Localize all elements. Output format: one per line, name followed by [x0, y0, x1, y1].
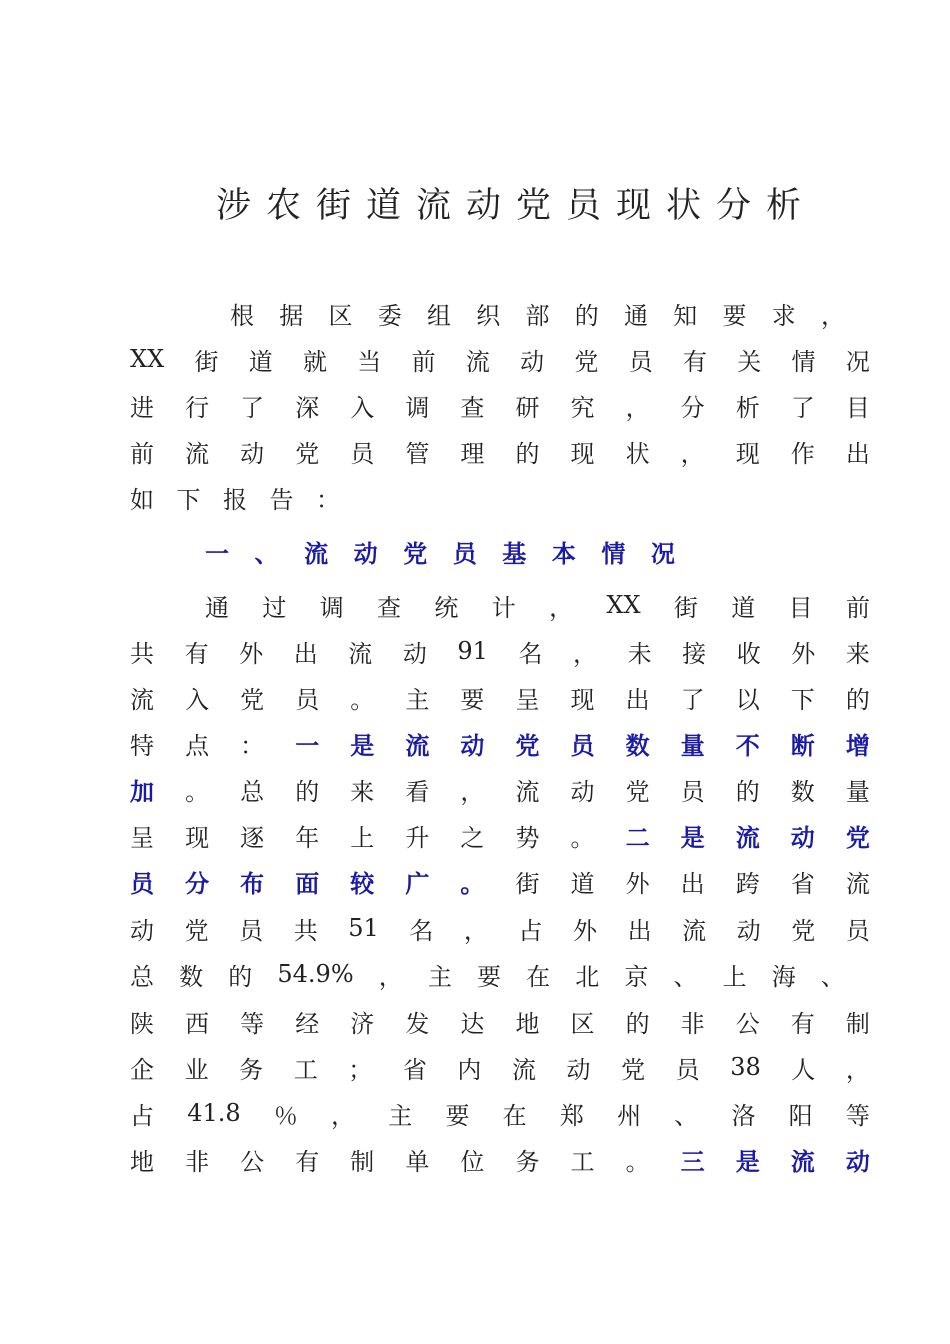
- text-char: 出: [845, 439, 870, 468]
- text-char: 要: [445, 1101, 470, 1130]
- text-char: 现: [735, 439, 760, 468]
- text-char: 名: [518, 639, 543, 668]
- text-char: 郑: [559, 1101, 584, 1130]
- text-char: 。: [625, 1147, 650, 1176]
- text-char: 外: [625, 869, 650, 898]
- text-line: [130, 812, 870, 858]
- text-char: 理: [460, 439, 485, 468]
- text-char: 作: [790, 439, 815, 468]
- text-char: 增: [845, 730, 870, 760]
- text-char: 当: [357, 347, 382, 376]
- text-char: 如: [130, 485, 154, 514]
- text-char: ：: [316, 485, 340, 514]
- text-char: 发: [405, 1009, 430, 1038]
- text-char: 一: [205, 538, 229, 568]
- text-char: 等: [845, 1101, 870, 1130]
- text-line: [130, 858, 870, 904]
- text-char: 经: [295, 1009, 320, 1038]
- text-char: 员: [295, 685, 320, 714]
- text-char: 报: [223, 485, 247, 514]
- text-char: 看: [405, 777, 430, 806]
- text-char: 党: [621, 1055, 646, 1084]
- text-char: 知: [673, 301, 698, 330]
- text-char: 、: [820, 962, 845, 991]
- text-char: 党: [791, 916, 816, 945]
- text-char: 非: [680, 1009, 705, 1038]
- text-char: 基: [502, 538, 527, 568]
- text-char: 收: [736, 639, 761, 668]
- text-char: 流: [465, 347, 490, 376]
- text-char: 业: [184, 1055, 209, 1084]
- text-char: 出: [627, 916, 652, 945]
- text-char: 计: [491, 593, 516, 622]
- text-char: 西: [185, 1009, 210, 1038]
- text-char: 据: [279, 301, 304, 330]
- text-char: 党: [515, 730, 540, 760]
- text-char: ，: [549, 593, 574, 622]
- text-char: 员: [350, 439, 375, 468]
- text-char: 数: [179, 962, 204, 991]
- text-char: 制: [350, 1147, 375, 1176]
- text-char: XX: [130, 345, 165, 373]
- text-char: 求: [771, 301, 796, 330]
- text-char: 流: [735, 822, 760, 852]
- text-char: 是: [350, 730, 375, 760]
- text-char: 38: [730, 1053, 761, 1081]
- text-char: 工: [293, 1055, 318, 1084]
- text-char: 的: [625, 1009, 650, 1038]
- text-char: 北: [575, 962, 600, 991]
- text-char: 情: [791, 347, 816, 376]
- text-char: 济: [350, 1009, 375, 1038]
- text-char: 党: [295, 439, 320, 468]
- text-char: 共: [293, 916, 318, 945]
- text-char: 工: [570, 1147, 595, 1176]
- text-char: 有: [184, 639, 209, 668]
- text-char: 务: [239, 1055, 264, 1084]
- text-char: ，: [625, 393, 650, 422]
- text-char: 洛: [731, 1101, 756, 1130]
- text-char: 了: [680, 685, 705, 714]
- text-char: 动: [736, 916, 761, 945]
- text-char: 党: [845, 822, 870, 852]
- text-char: 区: [328, 301, 353, 330]
- text-char: 地: [515, 1009, 540, 1038]
- text-char: 目: [845, 393, 870, 422]
- text-char: 街: [194, 347, 219, 376]
- text-line: [205, 528, 675, 574]
- text-char: 未: [627, 639, 652, 668]
- text-char: ，: [463, 916, 488, 945]
- document-title: 涉农街道流动党员现状分析: [216, 186, 817, 226]
- text-char: 主: [427, 962, 452, 991]
- text-char: 上: [722, 962, 747, 991]
- text-char: 是: [680, 822, 705, 852]
- text-char: 织: [476, 301, 501, 330]
- text-char: 析: [735, 393, 760, 422]
- text-char: 断: [790, 730, 815, 760]
- text-char: 呈: [515, 685, 540, 714]
- text-line: [130, 382, 870, 428]
- text-char: 动: [566, 1055, 591, 1084]
- text-char: 有: [295, 1147, 320, 1176]
- text-char: 较: [350, 868, 375, 898]
- text-char: 流: [511, 1055, 536, 1084]
- text-char: 、: [674, 1101, 699, 1130]
- text-char: 跨: [735, 869, 760, 898]
- text-char: 入: [350, 393, 375, 422]
- text-char: 党: [625, 777, 650, 806]
- text-char: 流: [682, 916, 707, 945]
- text-char: 人: [791, 1055, 816, 1084]
- text-char: 员: [130, 868, 154, 898]
- text-char: 党: [403, 538, 428, 568]
- text-char: 。: [350, 685, 375, 714]
- text-char: 量: [680, 730, 705, 760]
- text-char: 州: [617, 1101, 642, 1130]
- text-char: 上: [350, 823, 375, 852]
- text-char: 等: [240, 1009, 265, 1038]
- text-char: 现: [570, 685, 595, 714]
- text-char: 道: [570, 869, 595, 898]
- text-char: 54.9%: [277, 960, 354, 988]
- text-char: 外: [791, 639, 816, 668]
- text-char: 现: [185, 823, 210, 852]
- text-line: [130, 1090, 870, 1136]
- text-char: 占: [518, 916, 543, 945]
- text-line: [130, 674, 870, 720]
- text-char: 量: [845, 777, 870, 806]
- text-char: 外: [573, 916, 598, 945]
- text-line: [130, 951, 845, 997]
- text-line: [130, 905, 870, 951]
- text-char: 的: [295, 777, 320, 806]
- text-char: 的: [574, 301, 599, 330]
- text-line: [130, 998, 870, 1044]
- text-char: 街: [673, 593, 698, 622]
- text-char: 部: [525, 301, 550, 330]
- text-char: 要: [722, 301, 747, 330]
- text-char: 外: [239, 639, 264, 668]
- text-char: 员: [675, 1055, 700, 1084]
- text-char: 街: [515, 869, 540, 898]
- text-char: 通: [205, 593, 229, 622]
- text-char: 分: [185, 868, 210, 898]
- text-char: 前: [845, 593, 870, 622]
- text-char: 动: [790, 822, 815, 852]
- text-char: 流: [348, 639, 373, 668]
- text-char: 省: [790, 869, 815, 898]
- text-char: 面: [295, 868, 320, 898]
- text-char: 来: [350, 777, 375, 806]
- text-char: 年: [295, 823, 320, 852]
- text-char: 研: [515, 393, 540, 422]
- text-char: 一: [295, 730, 320, 760]
- text-char: 根: [230, 301, 254, 330]
- text-char: 呈: [130, 823, 154, 852]
- text-char: 。: [570, 823, 595, 852]
- text-char: 布: [240, 868, 265, 898]
- text-char: 流: [515, 777, 540, 806]
- text-char: 流: [790, 1146, 815, 1176]
- text-char: 。: [185, 777, 210, 806]
- text-char: 单: [405, 1147, 430, 1176]
- text-char: ，: [845, 1055, 870, 1084]
- text-char: 动: [353, 538, 378, 568]
- text-line: [130, 1136, 870, 1182]
- text-char: 在: [502, 1101, 527, 1130]
- text-char: 流: [405, 730, 430, 760]
- text-char: 不: [735, 730, 760, 760]
- text-char: ，: [460, 777, 485, 806]
- text-char: 以: [735, 685, 760, 714]
- text-char: 的: [515, 439, 540, 468]
- text-char: 党: [184, 916, 209, 945]
- text-char: 下: [790, 685, 815, 714]
- text-char: 制: [845, 1009, 870, 1038]
- text-char: 、: [254, 538, 279, 568]
- text-char: 41.8: [187, 1099, 241, 1127]
- text-char: 深: [295, 393, 320, 422]
- text-char: ，: [573, 639, 598, 668]
- text-char: ；: [348, 1055, 373, 1084]
- text-char: 动: [460, 730, 485, 760]
- text-line: [130, 1044, 870, 1090]
- text-char: 省: [402, 1055, 427, 1084]
- text-char: 在: [526, 962, 551, 991]
- text-char: 动: [402, 639, 427, 668]
- text-char: 数: [790, 777, 815, 806]
- text-char: 员: [570, 730, 595, 760]
- text-char: 分: [680, 393, 705, 422]
- text-char: 是: [735, 1146, 760, 1176]
- text-char: 究: [570, 393, 595, 422]
- text-char: 调: [405, 393, 430, 422]
- text-char: ％: [273, 1101, 298, 1130]
- text-char: 要: [477, 962, 501, 991]
- text-char: 公: [240, 1147, 265, 1176]
- text-char: 现: [570, 439, 595, 468]
- text-char: 三: [680, 1146, 705, 1176]
- text-char: 共: [130, 639, 154, 668]
- text-char: 流: [845, 869, 870, 898]
- text-char: 占: [130, 1101, 154, 1130]
- text-char: 况: [650, 538, 675, 568]
- text-char: 出: [625, 685, 650, 714]
- text-char: 通: [624, 301, 648, 330]
- text-char: 状: [625, 439, 650, 468]
- text-char: 进: [130, 393, 154, 422]
- text-char: ，: [680, 439, 705, 468]
- text-char: 逐: [240, 823, 265, 852]
- text-char: 非: [185, 1147, 210, 1176]
- text-char: 流: [304, 538, 329, 568]
- text-char: 了: [790, 393, 815, 422]
- text-char: 区: [570, 1009, 595, 1038]
- text-char: 的: [845, 685, 870, 714]
- text-char: 加: [130, 776, 154, 806]
- text-char: 。: [460, 868, 485, 898]
- text-char: 升: [405, 823, 430, 852]
- text-char: 有: [682, 347, 707, 376]
- text-line: [130, 628, 870, 674]
- text-char: 查: [377, 593, 402, 622]
- text-char: 位: [460, 1147, 485, 1176]
- text-char: 就: [303, 347, 328, 376]
- text-char: 总: [130, 962, 154, 991]
- text-char: ：: [240, 731, 265, 760]
- text-char: 来: [845, 639, 870, 668]
- text-char: 党: [240, 685, 265, 714]
- text-char: 查: [460, 393, 485, 422]
- text-char: XX: [606, 591, 641, 619]
- text-line: [130, 336, 870, 382]
- text-char: 告: [269, 485, 294, 514]
- text-line: [130, 720, 870, 766]
- text-line: [205, 582, 870, 628]
- text-char: ，: [331, 1101, 356, 1130]
- text-char: 动: [570, 777, 595, 806]
- text-char: 流: [130, 685, 154, 714]
- text-char: ，: [378, 962, 403, 991]
- text-char: 接: [682, 639, 707, 668]
- text-char: 务: [515, 1147, 540, 1176]
- text-char: 员: [239, 916, 264, 945]
- text-char: 组: [427, 301, 451, 330]
- text-char: 要: [460, 685, 485, 714]
- text-char: 目: [788, 593, 813, 622]
- text-char: 动: [240, 439, 265, 468]
- text-char: 员: [845, 916, 870, 945]
- text-char: 51: [348, 914, 379, 942]
- text-char: 过: [262, 593, 287, 622]
- text-char: ，: [821, 301, 845, 330]
- text-char: 动: [520, 347, 545, 376]
- text-char: 的: [735, 777, 760, 806]
- text-char: 二: [625, 822, 650, 852]
- text-char: 内: [457, 1055, 482, 1084]
- text-line: [130, 766, 870, 812]
- text-char: 员: [680, 777, 705, 806]
- text-char: 企: [130, 1055, 154, 1084]
- text-char: 前: [411, 347, 436, 376]
- text-char: 达: [460, 1009, 485, 1038]
- text-char: 党: [574, 347, 599, 376]
- text-char: 动: [130, 916, 154, 945]
- text-char: 海: [771, 962, 796, 991]
- text-char: 员: [452, 538, 477, 568]
- text-char: 阳: [788, 1101, 813, 1130]
- text-char: 主: [405, 685, 430, 714]
- text-char: 员: [628, 347, 653, 376]
- text-char: 调: [319, 593, 344, 622]
- text-char: 情: [601, 538, 626, 568]
- text-char: 、: [673, 962, 698, 991]
- text-char: 名: [409, 916, 434, 945]
- text-char: 有: [790, 1009, 815, 1038]
- text-char: 流: [185, 439, 210, 468]
- text-char: 出: [293, 639, 318, 668]
- text-char: 广: [405, 868, 430, 898]
- text-char: 入: [185, 685, 210, 714]
- text-char: 行: [185, 393, 210, 422]
- text-char: 本: [551, 538, 576, 568]
- text-char: 的: [228, 962, 253, 991]
- text-char: 关: [737, 347, 762, 376]
- text-char: 之: [460, 823, 485, 852]
- text-line: [230, 290, 845, 336]
- text-char: 委: [377, 301, 402, 330]
- text-char: 主: [388, 1101, 413, 1130]
- text-char: 数: [625, 730, 650, 760]
- text-char: 公: [735, 1009, 760, 1038]
- text-char: 势: [515, 823, 540, 852]
- text-char: 出: [680, 869, 705, 898]
- text-line: [130, 428, 870, 474]
- text-char: 统: [434, 593, 459, 622]
- text-char: 管: [405, 439, 430, 468]
- text-char: 动: [845, 1146, 870, 1176]
- text-char: 京: [624, 962, 649, 991]
- text-line: [130, 474, 340, 520]
- text-char: 道: [248, 347, 273, 376]
- text-char: 91: [457, 637, 488, 665]
- text-char: 了: [240, 393, 265, 422]
- text-char: 总: [240, 777, 265, 806]
- text-char: 道: [731, 593, 756, 622]
- text-char: 况: [845, 347, 870, 376]
- text-char: 前: [130, 439, 154, 468]
- text-char: 下: [176, 485, 201, 514]
- text-char: 陕: [130, 1009, 154, 1038]
- text-char: 特: [130, 731, 154, 760]
- text-char: 地: [130, 1147, 154, 1176]
- text-char: 点: [185, 731, 210, 760]
